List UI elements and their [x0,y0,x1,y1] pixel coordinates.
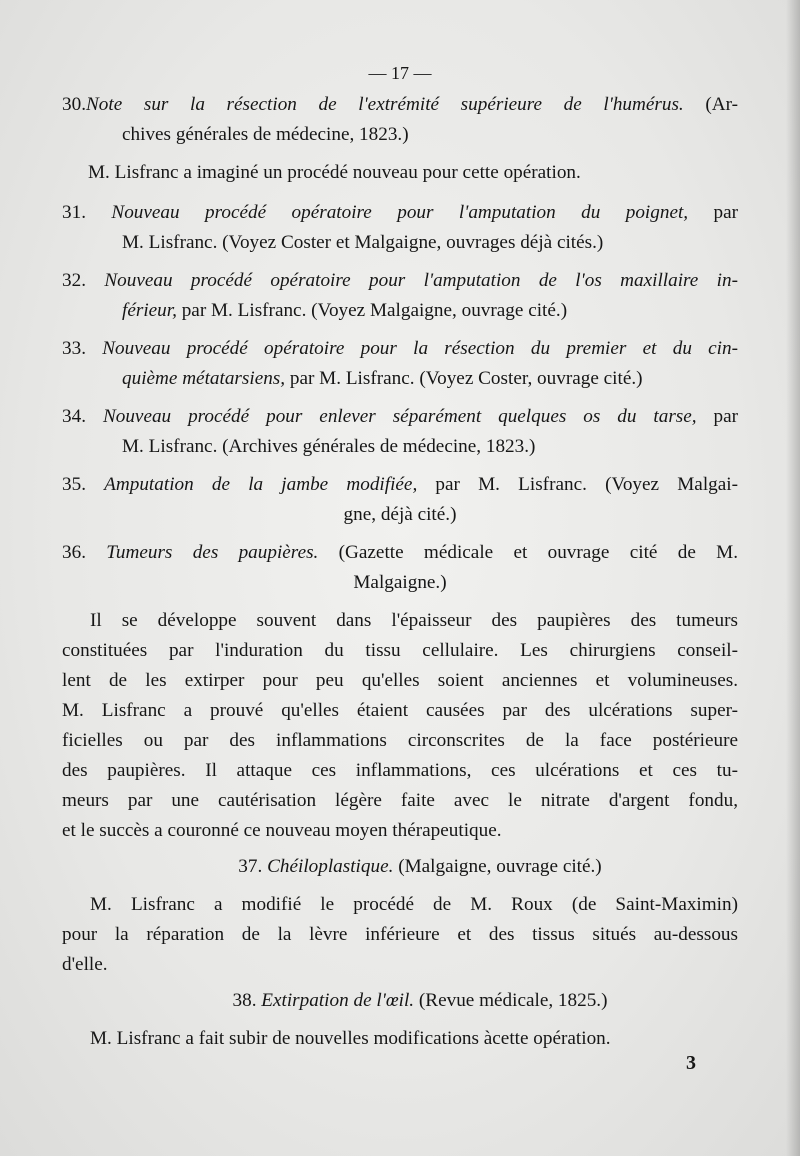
entry-number: 32. [62,270,86,291]
entry-source: par M. Lisfranc. (Voyez Coster, ouvrage cité.) [285,368,643,389]
entry-source: par M. Lisfranc. (Voyez Malgaigne, ouvrage cité.) [176,300,568,321]
paragraph-line: des paupières. Il attaque ces inflammations, ces ulcérations et ces tu- [62,760,738,781]
entry-38 [62,986,738,1016]
entry-number: 37. [238,856,263,877]
entry-title: Nouveau procédé opératoire pour l'amputation du poignet, [111,202,689,223]
paragraph-line: Il se développe souvent dans l'épaisseur des paupières des tumeurs [90,610,738,631]
entry-line [62,198,738,228]
paragraph-line: lent de les extirper pour peu qu'elles soient anciennes et volumineuses. [62,670,738,691]
entry-line [62,470,738,500]
entry-title-cont: férieur, [122,300,177,321]
entry-number: 34. [62,406,86,427]
paragraph-tumeurs [62,606,738,846]
entry-title: Nouveau procédé pour enlever séparément quelques os du tarse, [102,406,697,427]
entry-note: M. Lisfranc a imaginé un procédé nouveau pour cette opération. [88,162,581,183]
entry-title: Note sur la résection de l'extrémité supérieure de l'humérus. [85,94,684,115]
entry-line [62,90,738,120]
paragraph-line: ficielles ou par des inflammations circonscrites de la face postérieure [62,730,738,751]
entry-line: gne, déjà cité.) [343,504,457,525]
entry-33 [62,334,738,394]
entry-35 [62,470,738,530]
entry-number: 30. [62,94,86,115]
entry-30 [62,90,738,150]
entry-title-cont: quième métatarsiens, [122,368,286,389]
paragraph-line: M. Lisfranc a prouvé qu'elles étaient causées par des ulcérations super- [62,700,738,721]
entry-number: 36. [62,542,86,563]
signature-mark: 3 [686,1052,696,1074]
entry-line [62,538,738,568]
page-content [62,58,738,1054]
entry-title: Amputation de la jambe modifiée, [104,474,418,495]
entry-line: Malgaigne.) [353,572,447,593]
entry-source: (Gazette médicale et ouvrage cité de M. [318,542,738,563]
entry-source: (Ar- [683,94,738,115]
paragraph-line: M. Lisfranc a fait subir de nouvelles modifications àcette opération. [90,1028,611,1049]
entry-line [62,266,738,296]
entry-37 [62,852,738,882]
entry-title: Tumeurs des paupières. [106,542,319,563]
entry-source: par [696,406,739,427]
entry-number: 31. [62,202,86,223]
entry-source: par M. Lisfranc. (Voyez Malgai- [417,474,738,495]
entry-number: 33. [62,338,86,359]
entry-title: Nouveau procédé opératoire pour la résection du premier et du cin- [102,338,738,359]
entry-line [62,402,738,432]
entry-source: (Malgaigne, ouvrage cité.) [393,856,602,877]
entry-32 [62,266,738,326]
entry-line: M. Lisfranc. (Archives générales de médecine, 1823.) [122,436,536,457]
page-edge-shadow [786,0,800,1156]
entry-title: Nouveau procédé opératoire pour l'amputation de l'os maxillaire in- [104,270,738,291]
paragraph-cheiloplastique [62,890,738,980]
paragraph-line: constituées par l'induration du tissu cellulaire. Les chirurgiens conseil- [62,640,738,661]
entry-line [62,364,738,394]
entry-number: 35. [62,474,86,495]
entry-line: M. Lisfranc. (Voyez Coster et Malgaigne, ouvrages déjà cités.) [122,232,604,253]
entry-31 [62,198,738,258]
entry-source: par [688,202,739,223]
paragraph-line: M. Lisfranc a modifié le procédé de M. Roux (de Saint-Maximin) [90,894,738,915]
paragraph-extirpation [62,1024,738,1054]
paragraph-line: pour la réparation de la lèvre inférieure et des tissus situés au-dessous [62,924,738,945]
entry-source: (Revue médicale, 1825.) [414,990,608,1011]
entry-line: chives générales de médecine, 1823.) [122,124,409,145]
paragraph-line: meurs par une cautérisation légère faite avec le nitrate d'argent fondu, [62,790,738,811]
paragraph-line: d'elle. [62,954,108,975]
page-number: — 17 — [368,63,432,83]
entry-line [62,334,738,364]
entry-title: Extirpation de l'œil. [261,990,415,1011]
entry-number: 38. [232,990,257,1011]
entry-36 [62,538,738,598]
entry-title: Chéiloplastique. [267,856,394,877]
entry-line [62,296,738,326]
paragraph-line: et le succès a couronné ce nouveau moyen thérapeutique. [62,820,502,841]
entry-34 [62,402,738,462]
